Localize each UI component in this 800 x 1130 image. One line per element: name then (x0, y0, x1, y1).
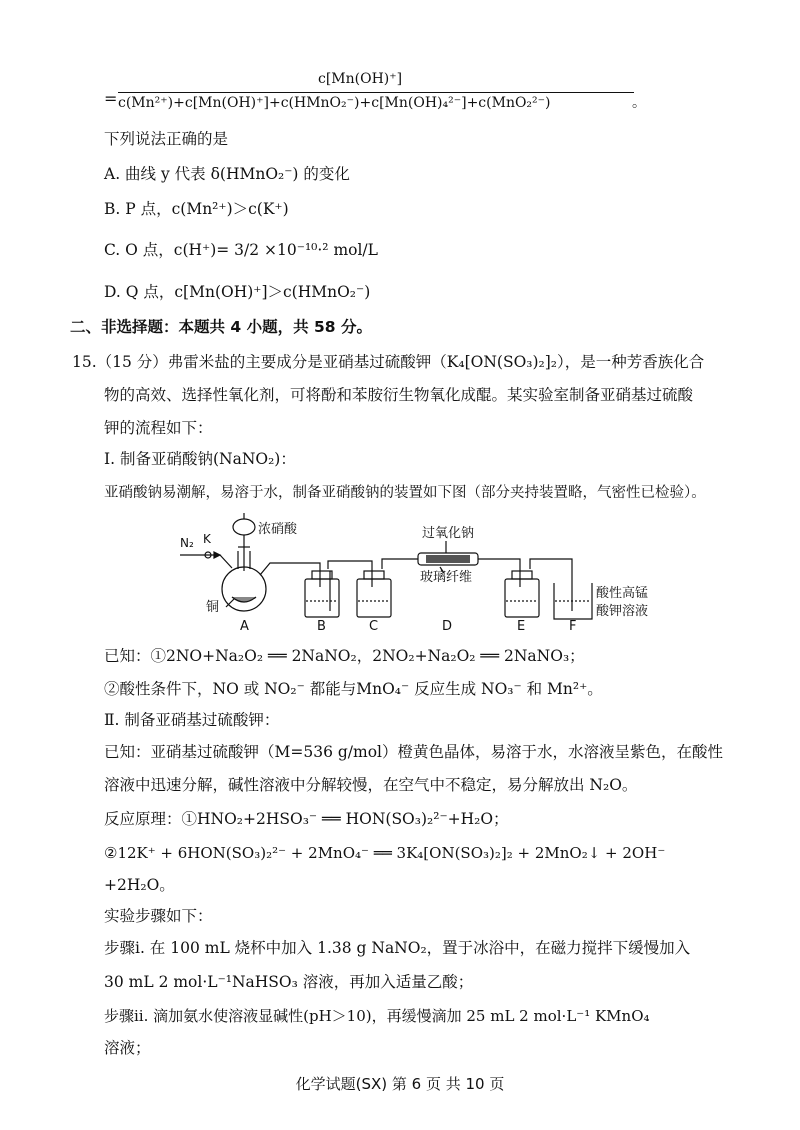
q15-line3: 钾的流程如下： (104, 419, 213, 437)
q15-line2: 物的高效、选择性氧化剂，可将酚和苯胺衍生物氧化成醌。某实验室制备亚硝基过硫酸 (104, 386, 694, 404)
bottle-c (357, 579, 391, 617)
part2-desc-2: 溶液中迅速分解，碱性溶液中分解较慢，在空气中不稳定，易分解放出 N₂O。 (104, 776, 638, 794)
dropping-funnel (233, 519, 255, 535)
page-footer: 化学试题(SX) 第 6 页 共 10 页 (295, 1075, 505, 1093)
fraction-end: 。 (632, 95, 646, 111)
option-b: B. P 点，c(Mn²⁺)＞c(K⁺) (104, 200, 289, 218)
part2-desc-1: 已知：亚硝基过硫酸钾（M=536 g/mol）橙黄色晶体，易溶于水，水溶液呈紫色，在酸性 (104, 743, 724, 761)
letter-d: D (442, 619, 453, 633)
label-n2: N₂ (180, 536, 194, 550)
fraction-bar (118, 92, 634, 93)
bottle-b (305, 579, 339, 617)
bottle-e (505, 579, 539, 617)
known-1: 已知：①2NO+Na₂O₂ ══ 2NaNO₂，2NO₂+Na₂O₂ ══ 2NaNO₃； (104, 647, 585, 665)
option-d: D. Q 点，c[Mn(OH)⁺]＞c(HMnO₂⁻) (104, 283, 371, 301)
part2-title: Ⅱ. 制备亚硝基过硫酸钾： (104, 711, 280, 729)
label-k: K (203, 532, 211, 546)
label-glass-fiber: 玻璃纤维 (420, 570, 473, 585)
letter-f: F (569, 619, 577, 633)
step-1a: 步骤ⅰ. 在 100 mL 烧杯中加入 1.38 g NaNO₂，置于冰浴中，在磁力搅拌下缓慢加入 (104, 939, 691, 957)
apparatus-diagram (0, 503, 800, 633)
option-a: A. 曲线 y 代表 δ(HMnO₂⁻) 的变化 (104, 165, 350, 183)
step-2a: 步骤ⅱ. 滴加氨水使溶液显碱性(pH＞10)，再缓慢滴加 25 mL 2 mol·L⁻¹ KMnO₄ (104, 1007, 650, 1025)
label-conc-acid: 浓硝酸 (258, 522, 298, 537)
step-1b: 30 mL 2 mol·L⁻¹NaHSO₃ 溶液，再加入适量乙酸； (104, 973, 474, 991)
option-c: C. O 点，c(H⁺)= 3/2 ×10⁻¹⁰·² mol/L (104, 241, 378, 259)
part1-title: Ⅰ. 制备亚硝酸钠(NaNO₂)： (104, 450, 296, 468)
fraction-numerator: c[Mn(OH)⁺] (318, 71, 403, 87)
letter-a: A (240, 619, 249, 633)
step-2b: 溶液； (104, 1039, 151, 1057)
label-copper: 铜 (206, 600, 220, 615)
reaction-2b: +2H₂O。 (104, 876, 175, 894)
label-kmno4-2: 酸钾溶液 (596, 604, 649, 619)
q15-line1: 15.（15 分）弗雷米盐的主要成分是亚硝基过硫酸钾（K₄[ON(SO₃)₂]₂），是一种芳香族化合 (72, 353, 705, 371)
letter-e: E (517, 619, 526, 633)
letter-b: B (317, 619, 326, 633)
label-kmno4-1: 酸性高锰 (596, 586, 649, 601)
reaction-1: 反应原理：①HNO₂+2HSO₃⁻ ══ HON(SO₃)₂²⁻+H₂O； (104, 810, 509, 828)
part1-desc: 亚硝酸钠易潮解，易溶于水，制备亚硝酸钠的装置如下图（部分夹持装置略，气密性已检验）。 (104, 485, 706, 501)
fraction-denominator: c(Mn²⁺)+c[Mn(OH)⁺]+c(HMnO₂⁻)+c[Mn(OH)₄²⁻]+c(MnO₂²⁻) (118, 95, 551, 111)
section-title: 二、非选择题：本题共 4 小题，共 58 分。 (70, 318, 372, 336)
label-na2o2: 过氧化钠 (422, 526, 475, 541)
reaction-2: ②12K⁺ + 6HON(SO₃)₂²⁻ + 2MnO₄⁻ ══ 3K₄[ON(SO₃)₂]₂ + 2MnO₂↓ + 2OH⁻ (104, 844, 666, 862)
question-stem: 下列说法正确的是 (104, 130, 229, 148)
fraction-prefix: = (104, 89, 118, 108)
steps-title: 实验步骤如下： (104, 907, 213, 925)
known-2: ②酸性条件下，NO 或 NO₂⁻ 都能与MnO₄⁻ 反应生成 NO₃⁻ 和 Mn²⁺。 (104, 680, 603, 698)
letter-c: C (369, 619, 379, 633)
